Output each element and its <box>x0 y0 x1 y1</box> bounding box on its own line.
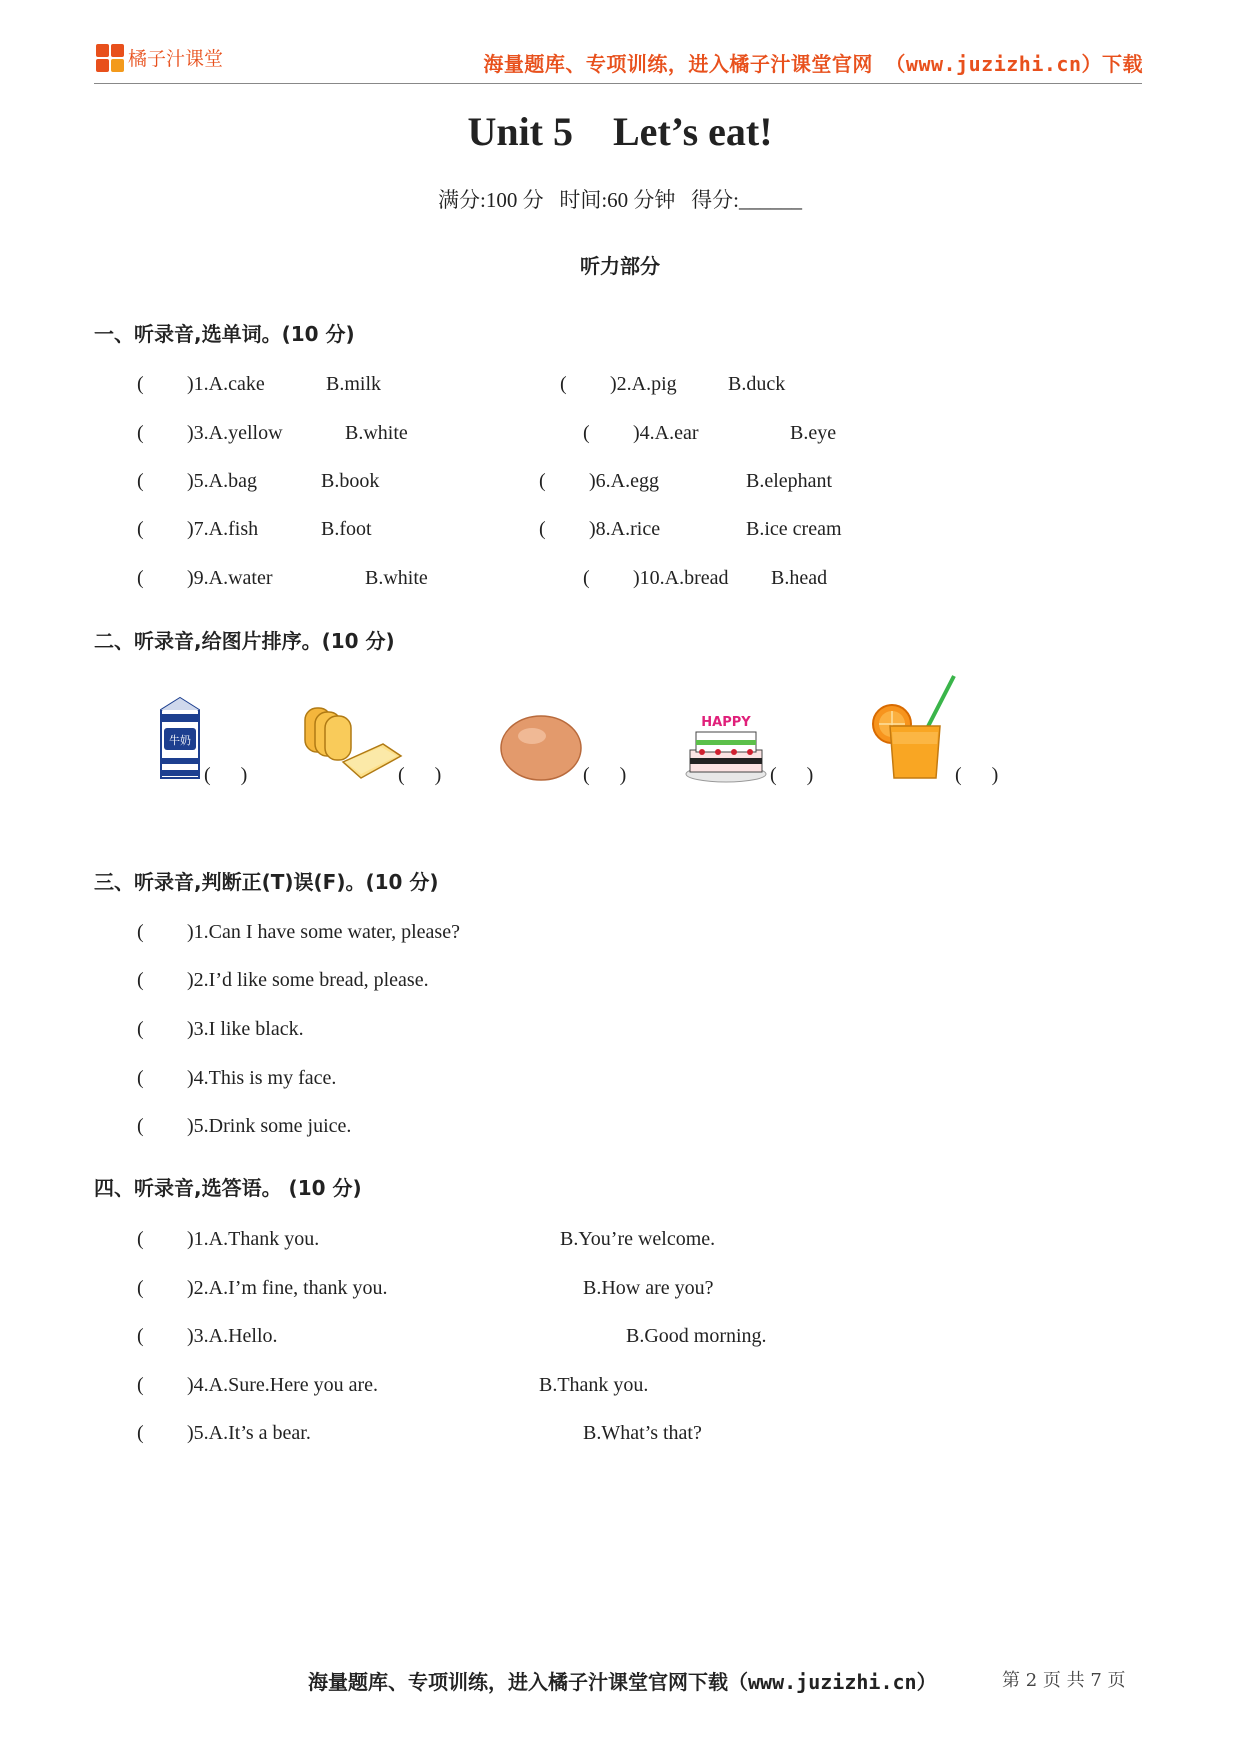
option-a: )3.A.Hello. <box>187 1325 278 1347</box>
bread-icon <box>303 702 403 780</box>
answer-blank[interactable]: ( ) <box>204 764 248 786</box>
milk-carton-icon <box>155 696 205 782</box>
statement: )5.Drink some juice. <box>187 1115 352 1137</box>
option-b: B.You’re welcome. <box>560 1228 716 1250</box>
answer-blank[interactable]: ( <box>583 567 590 589</box>
answer-blank[interactable]: ( <box>137 422 144 444</box>
option-b: B.milk <box>326 373 382 395</box>
option-b: B.book <box>321 470 380 492</box>
answer-blank[interactable]: ( <box>560 373 567 395</box>
answer-blank[interactable]: ( <box>137 373 144 395</box>
option-b: B.How are you? <box>583 1277 714 1299</box>
option-a: )4.A.ear <box>633 422 699 444</box>
answer-blank[interactable]: ( ) <box>770 764 814 786</box>
option-a: )5.A.It’s a bear. <box>187 1422 311 1444</box>
page-title: Unit 5 Let’s eat! <box>467 109 773 154</box>
part-label: 听力部分 <box>580 254 660 278</box>
option-a: )10.A.bread <box>633 567 729 589</box>
option-b: B.elephant <box>746 470 833 492</box>
footer-ad-link[interactable]: 海量题库、专项训练，进入橘子汁课堂官网下载（www.juzizhi.cn） <box>308 1670 937 1694</box>
statement: )4.This is my face. <box>187 1067 337 1089</box>
answer-blank[interactable]: ( ) <box>583 764 627 786</box>
option-b: B.white <box>345 422 408 444</box>
header-ad-link[interactable]: 海量题库、专项训练，进入橘子汁课堂官网 （www.juzizhi.cn）下载 <box>483 52 1143 76</box>
birthday-cake-icon <box>684 712 768 784</box>
answer-blank[interactable]: ( ) <box>955 764 999 786</box>
option-a: )8.A.rice <box>589 518 661 540</box>
brand-logo-icon <box>96 44 126 74</box>
answer-blank[interactable]: ( <box>137 1228 144 1250</box>
answer-blank[interactable]: ( <box>137 1374 144 1396</box>
answer-blank[interactable]: ( <box>137 1067 144 1089</box>
egg-icon <box>498 710 584 782</box>
answer-blank[interactable]: ( <box>137 1422 144 1444</box>
score-info: 满分:100 分 时间:60 分钟 得分:______ <box>437 188 802 212</box>
section2-heading: 二、听录音,给图片排序。(10 分) <box>94 629 395 653</box>
option-a: )6.A.egg <box>589 470 659 492</box>
cake-label: HAPPY <box>701 715 751 730</box>
answer-blank[interactable]: ( <box>137 1325 144 1347</box>
page-number: 第 2 页 共 7 页 <box>1002 1670 1126 1691</box>
option-b: B.Good morning. <box>626 1325 767 1347</box>
statement: )3.I like black. <box>187 1018 304 1040</box>
option-b: B.head <box>771 567 828 589</box>
milk-carton-label: 牛奶 <box>169 734 191 747</box>
option-a: )2.A.pig <box>610 373 677 395</box>
answer-blank[interactable]: ( <box>137 1018 144 1040</box>
answer-blank[interactable]: ( <box>137 567 144 589</box>
option-a: )5.A.bag <box>187 470 257 492</box>
option-a: )4.A.Sure.Here you are. <box>187 1374 379 1396</box>
orange-juice-icon <box>868 672 960 784</box>
answer-blank[interactable]: ( <box>583 422 590 444</box>
option-b: B.foot <box>321 518 372 540</box>
option-b: B.duck <box>728 373 786 395</box>
section3-heading: 三、听录音,判断正(T)误(F)。(10 分) <box>94 870 439 894</box>
answer-blank[interactable]: ( <box>137 470 144 492</box>
answer-blank[interactable]: ( <box>137 518 144 540</box>
option-a: )7.A.fish <box>187 518 259 540</box>
statement: )2.I’d like some bread, please. <box>187 969 429 991</box>
answer-blank[interactable]: ( <box>539 518 546 540</box>
option-b: B.What’s that? <box>583 1422 702 1444</box>
answer-blank[interactable]: ( <box>137 1277 144 1299</box>
option-b: B.white <box>365 567 428 589</box>
section1-heading: 一、听录音,选单词。(10 分) <box>94 322 355 346</box>
section4-heading: 四、听录音,选答语。 (10 分) <box>94 1176 362 1200</box>
option-a: )3.A.yellow <box>187 422 283 444</box>
header-divider <box>94 83 1142 84</box>
answer-blank[interactable]: ( <box>137 969 144 991</box>
option-a: )2.A.I’m fine, thank you. <box>187 1277 388 1299</box>
brand-name: 橘子汁课堂 <box>128 48 224 70</box>
answer-blank[interactable]: ( <box>539 470 546 492</box>
option-b: B.Thank you. <box>539 1374 649 1396</box>
option-a: )1.A.cake <box>187 373 265 395</box>
answer-blank[interactable]: ( ) <box>398 764 442 786</box>
option-a: )1.A.Thank you. <box>187 1228 320 1250</box>
option-b: B.ice cream <box>746 518 842 540</box>
option-a: )9.A.water <box>187 567 273 589</box>
answer-blank[interactable]: ( <box>137 1115 144 1137</box>
statement: )1.Can I have some water, please? <box>187 921 460 943</box>
answer-blank[interactable]: ( <box>137 921 144 943</box>
option-b: B.eye <box>790 422 837 444</box>
